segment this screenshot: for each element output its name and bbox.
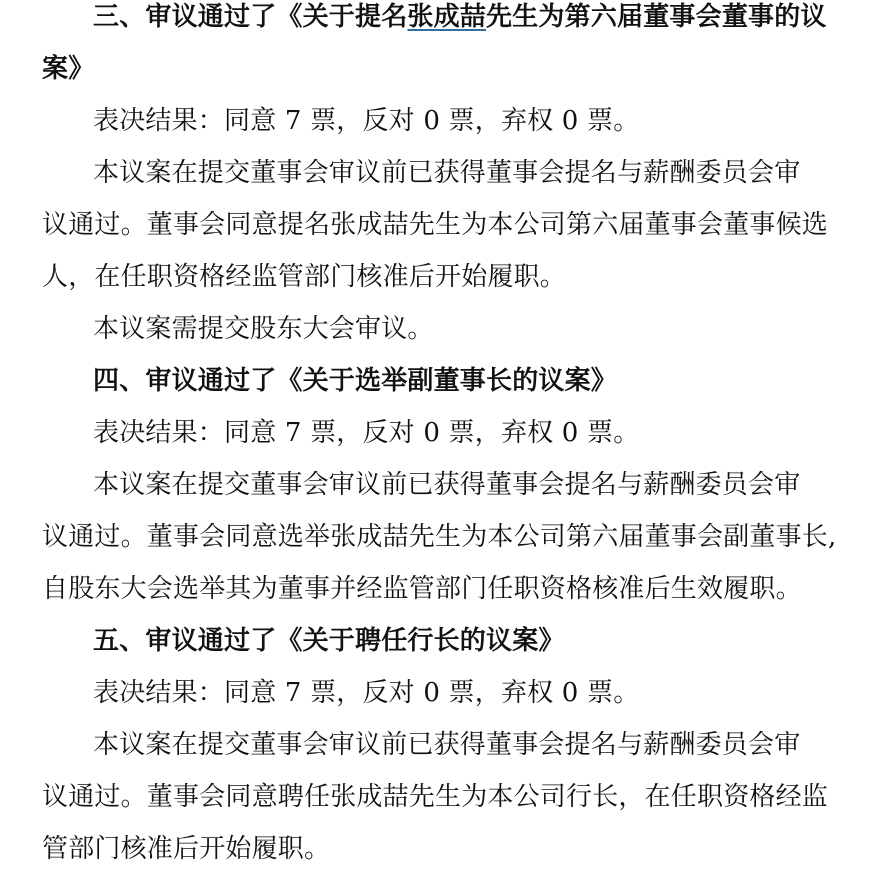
item-3-heading: [93, 0, 827, 43]
item-3-heading-suffix: 先生为第六届董事会董事的议: [486, 2, 827, 32]
item-5-heading: 五、审议通过了《关于聘任行长的议案》: [93, 626, 565, 656]
item-4-body-line-1: 本议案在提交董事会审议前已获得董事会提名与薪酬委员会审: [93, 470, 801, 500]
item-3-extra-note: 本议案需提交股东大会审议。: [93, 314, 434, 344]
item-5-body-line-1: 本议案在提交董事会审议前已获得董事会提名与薪酬委员会审: [93, 730, 801, 760]
item-3-heading-prefix: 三、审议通过了《关于提名: [93, 2, 408, 32]
item-4-body-line-3: 自股东大会选举其为董事并经监管部门任职资格核准后生效履职。: [42, 574, 802, 604]
item-5-body-line-3: 管部门核准后开始履职。: [42, 834, 331, 864]
item-5-vote-result: 表决结果：同意 7 票，反对 0 票，弃权 0 票。: [93, 678, 640, 708]
item-3-body-line-3: 人，在任职资格经监管部门核准后开始履职。: [42, 262, 567, 292]
item-4-vote-result: 表决结果：同意 7 票，反对 0 票，弃权 0 票。: [93, 418, 640, 448]
item-3-vote-result: 表决结果：同意 7 票，反对 0 票，弃权 0 票。: [93, 106, 640, 136]
item-4-heading: 四、审议通过了《关于选举副董事长的议案》: [93, 366, 618, 396]
item-5-body-line-2: 议通过。董事会同意聘任张成喆先生为本公司行长，在任职资格经监: [42, 782, 829, 812]
item-3-heading-continuation: 案》: [42, 54, 95, 84]
item-3-body-line-2: 议通过。董事会同意提名张成喆先生为本公司第六届董事会董事候选: [42, 210, 829, 240]
item-3-body-line-1: 本议案在提交董事会审议前已获得董事会提名与薪酬委员会审: [93, 158, 801, 188]
item-4-body-line-2: 议通过。董事会同意选举张成喆先生为本公司第六届董事会副董事长,: [42, 522, 837, 552]
item-3-heading-name: 张成喆: [407, 2, 487, 32]
